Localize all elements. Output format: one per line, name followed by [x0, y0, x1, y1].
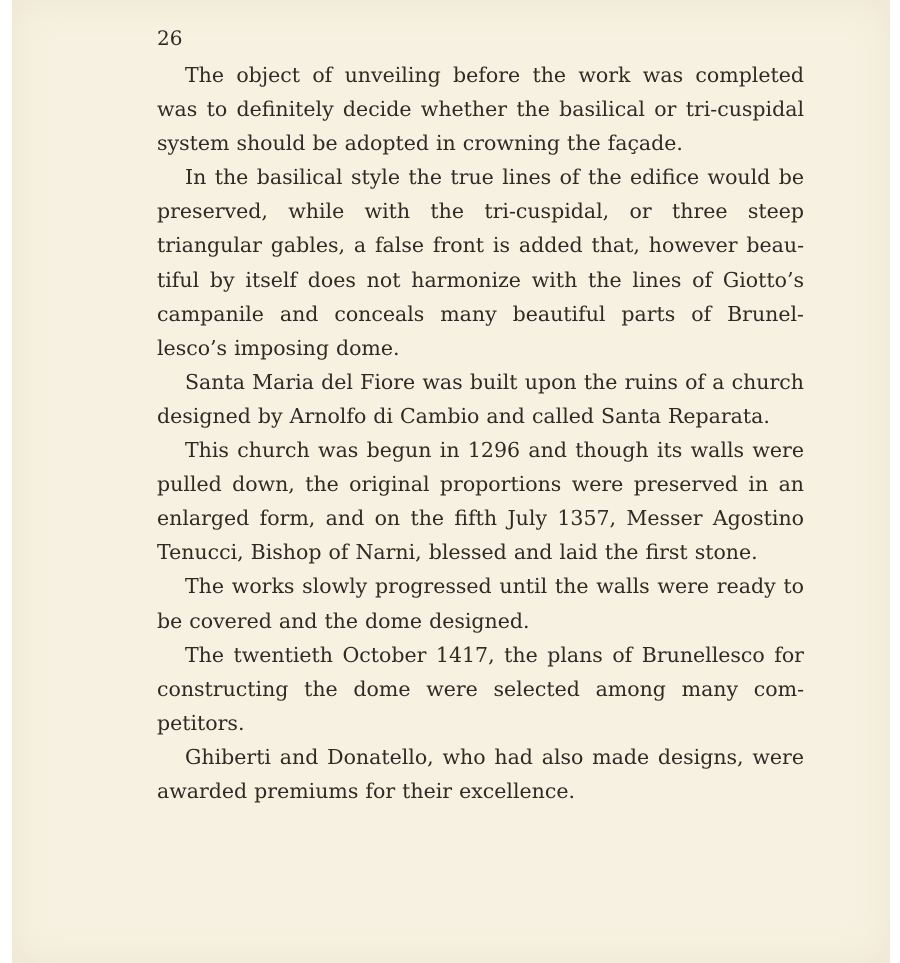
page-number: 26 [157, 26, 183, 50]
book-page [12, 0, 890, 963]
paragraph: Santa Maria del Fiore was built upon the ruins of a church designed by Arnolfo di Cambio and called Santa Reparata. [157, 369, 804, 428]
paragraph: This church was begun in 1296 and though its walls were pulled down, the original proportions were preserved in an enlarged form, and on the fifth July 1357, Messer Agostino Tenucci, Bishop of Narni, blessed and laid the first stone. [157, 438, 804, 565]
paragraph: The object of unveiling before the work was completed was to definitely decide whether the basilical or tri-cuspidal system should be adopted in crowning the façade. [157, 63, 804, 156]
paragraph: The works slowly progressed until the walls were ready to be covered and the dome designed. [157, 574, 804, 633]
body-text [157, 58, 804, 808]
paragraph: In the basilical style the true lines of the edifice would be preserved, while with the tri-cuspidal, or three steep triangular gables, a false front is added that, however beau-tiful by itself does not harmonize with the lines of Giotto’s campanile and conceals many beautiful parts of Brunel-lesco’s imposing dome. [157, 165, 804, 360]
paragraph: The twentieth October 1417, the plans of Brunellesco for constructing the dome were selected among many com-petitors. [157, 642, 804, 735]
paragraph: Ghiberti and Donatello, who had also made designs, were awarded premiums for their excellence. [157, 744, 804, 803]
